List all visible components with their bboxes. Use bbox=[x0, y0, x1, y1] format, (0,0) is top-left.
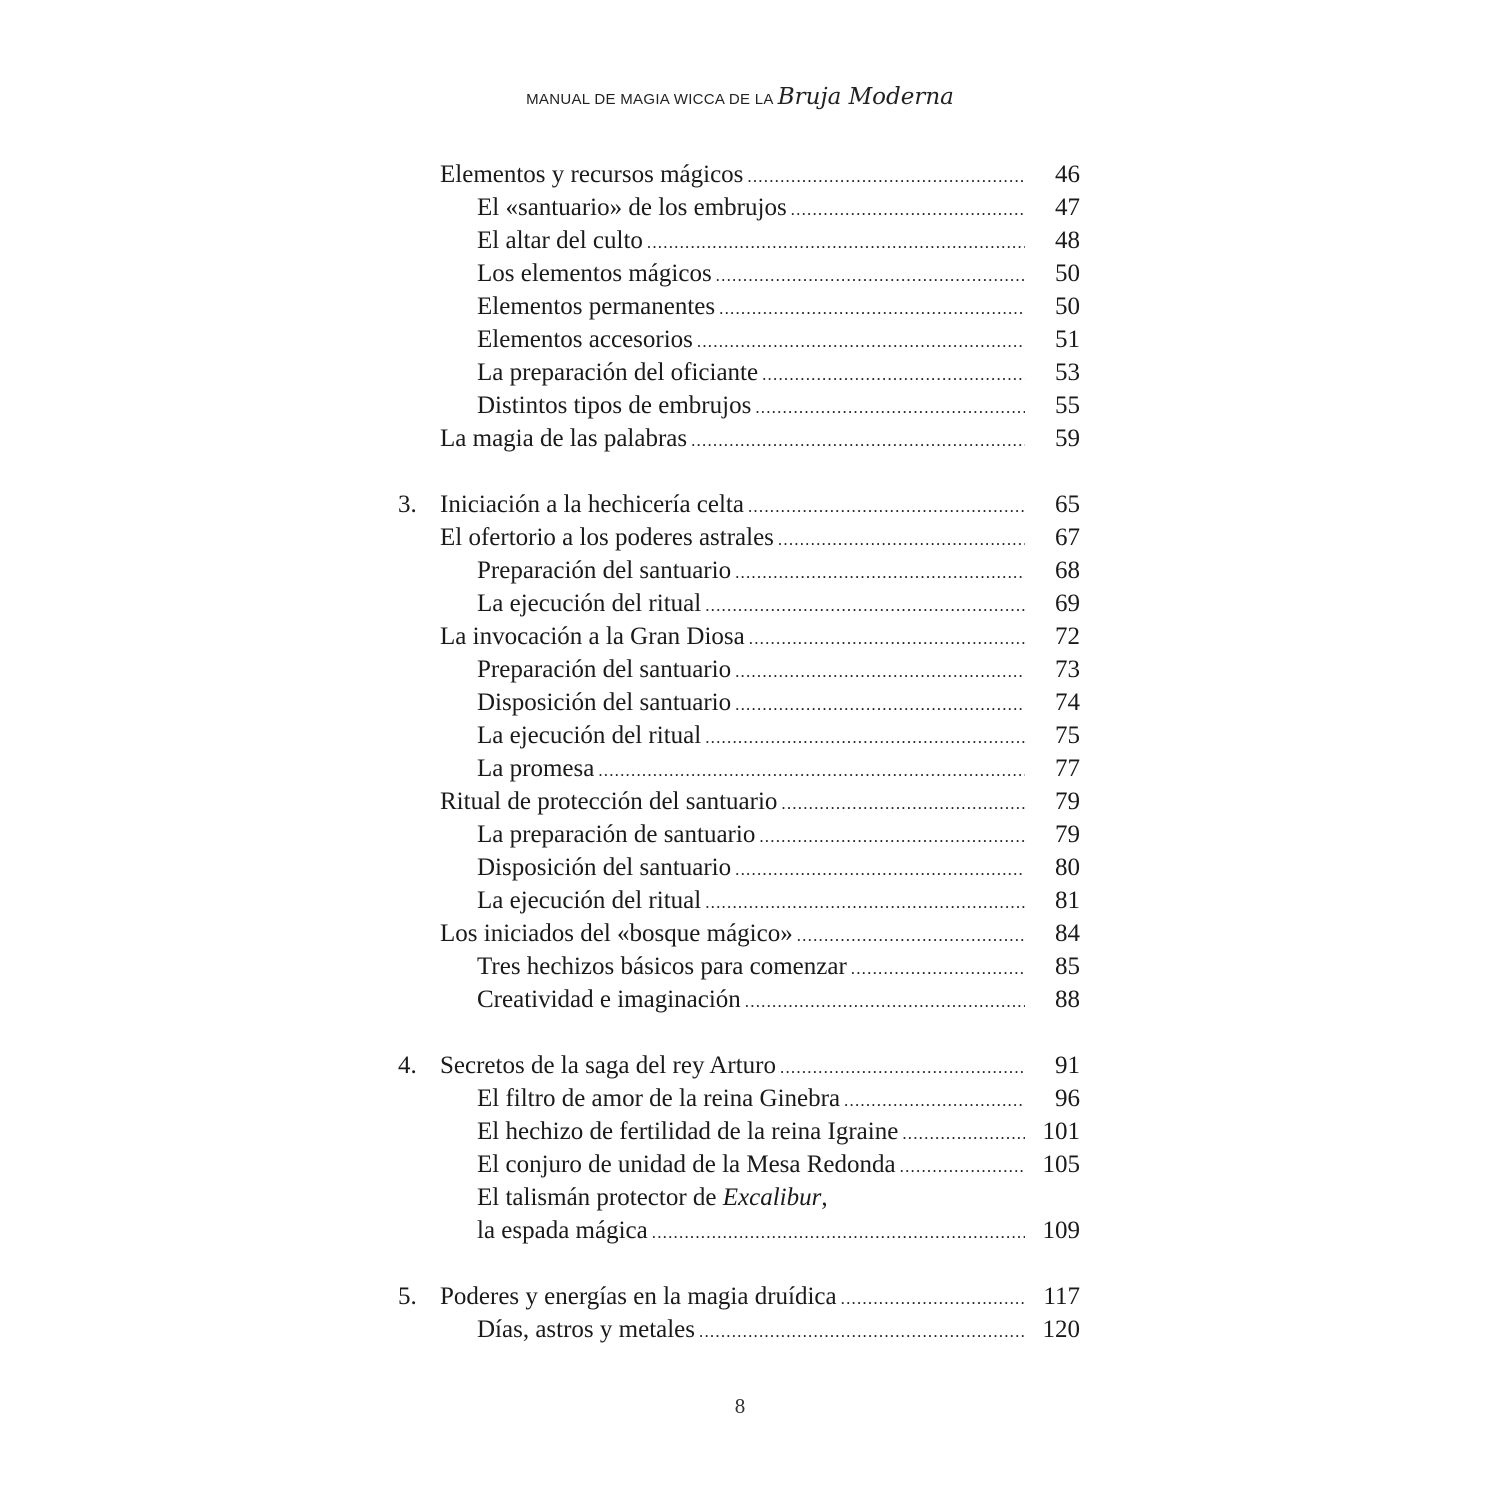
toc-entry-page: 80 bbox=[1055, 854, 1080, 881]
toc-entry bbox=[0, 950, 1500, 983]
dot-leader bbox=[747, 160, 1025, 193]
toc-chapter-5 bbox=[0, 1280, 1500, 1313]
toc-entry bbox=[0, 224, 1500, 257]
running-header bbox=[0, 84, 1480, 110]
talisman-italic-word: Excalibur bbox=[722, 1184, 822, 1211]
toc-entry-title: La ejecución del ritual bbox=[477, 722, 702, 749]
toc-entry-page: 53 bbox=[1055, 359, 1080, 386]
toc-entry-page: 55 bbox=[1055, 392, 1080, 419]
toc-entry bbox=[0, 521, 1500, 554]
toc-entry-title: Elementos permanentes bbox=[477, 293, 716, 320]
toc-entry-title: El hechizo de fertilidad de la reina Igraine bbox=[477, 1118, 899, 1145]
toc-entry-title: Disposición del santuario bbox=[477, 689, 732, 716]
toc-entry-page: 69 bbox=[1055, 590, 1080, 617]
dot-leader bbox=[844, 1084, 1025, 1117]
toc-entry-page: 81 bbox=[1055, 887, 1080, 914]
dot-leader bbox=[755, 391, 1025, 424]
dot-leader bbox=[705, 589, 1025, 622]
toc-entry bbox=[0, 158, 1500, 191]
toc-entry bbox=[0, 356, 1500, 389]
toc-chapter-3 bbox=[0, 488, 1500, 521]
chapter-page: 117 bbox=[1043, 1283, 1080, 1310]
toc-entry bbox=[0, 884, 1500, 917]
toc-entry-title: Los iniciados del «bosque mágico» bbox=[440, 920, 793, 947]
header-book-title: Bruja Moderna bbox=[777, 84, 954, 110]
toc-entry bbox=[0, 1115, 1500, 1148]
toc-entry-title: La preparación de santuario bbox=[477, 821, 756, 848]
dot-leader bbox=[705, 721, 1025, 754]
dot-leader bbox=[735, 556, 1025, 589]
dot-leader bbox=[791, 193, 1025, 226]
dot-leader bbox=[735, 853, 1025, 886]
toc-entry-page: 96 bbox=[1055, 1085, 1080, 1112]
toc-entry-title bbox=[477, 1181, 832, 1214]
toc-entry-title: El «santuario» de los embrujos bbox=[477, 194, 787, 221]
dot-leader bbox=[699, 1315, 1025, 1348]
toc-entry-title: Distintos tipos de embrujos bbox=[477, 392, 752, 419]
toc-entry-page: 79 bbox=[1055, 788, 1080, 815]
toc-entry-title: Creatividad e imaginación bbox=[477, 986, 741, 1013]
toc-entry bbox=[0, 653, 1500, 686]
toc-entry-page: 77 bbox=[1055, 755, 1080, 782]
dot-leader bbox=[900, 1150, 1025, 1183]
toc-entry-continued bbox=[0, 1181, 1500, 1214]
chapter-number: 5. bbox=[398, 1283, 417, 1310]
dot-leader bbox=[762, 358, 1025, 391]
dot-leader bbox=[598, 754, 1025, 787]
toc-entry-title: El altar del culto bbox=[477, 227, 643, 254]
chapter-title: Iniciación a la hechicería celta bbox=[440, 491, 744, 518]
chapter-number: 3. bbox=[398, 491, 417, 518]
toc-entry-page: 85 bbox=[1055, 953, 1080, 980]
toc-entry bbox=[0, 917, 1500, 950]
toc-entry bbox=[0, 752, 1500, 785]
toc-entry-page: 72 bbox=[1055, 623, 1080, 650]
dot-leader bbox=[735, 655, 1025, 688]
toc-entry bbox=[0, 422, 1500, 455]
chapter-number: 4. bbox=[398, 1052, 417, 1079]
toc-entry-page: 73 bbox=[1055, 656, 1080, 683]
dot-leader bbox=[705, 886, 1025, 919]
toc-entry-page: 68 bbox=[1055, 557, 1080, 584]
toc-entry bbox=[0, 587, 1500, 620]
toc-entry-title: Los elementos mágicos bbox=[477, 260, 712, 287]
toc-entry-page: 59 bbox=[1055, 425, 1080, 452]
dot-leader bbox=[780, 1051, 1025, 1084]
toc-entry-page: 101 bbox=[1042, 1118, 1080, 1145]
toc-entry-page: 105 bbox=[1042, 1151, 1080, 1178]
dot-leader bbox=[691, 424, 1025, 457]
toc-entry-title: Tres hechizos básicos para comenzar bbox=[477, 953, 847, 980]
toc-entry-title: Ritual de protección del santuario bbox=[440, 788, 778, 815]
toc-entry-title: La invocación a la Gran Diosa bbox=[440, 623, 745, 650]
toc-entry-title: La preparación del oficiante bbox=[477, 359, 759, 386]
toc-entry bbox=[0, 554, 1500, 587]
dot-leader bbox=[748, 490, 1025, 523]
talisman-prefix: El talismán protector de bbox=[477, 1184, 717, 1211]
toc-entry-title: El conjuro de unidad de la Mesa Redonda bbox=[477, 1151, 896, 1178]
toc-entry-title: Disposición del santuario bbox=[477, 854, 732, 881]
toc-entry bbox=[0, 191, 1500, 224]
toc-entry-title: La magia de las palabras bbox=[440, 425, 688, 452]
toc-entry bbox=[0, 686, 1500, 719]
toc-entry bbox=[0, 257, 1500, 290]
dot-leader bbox=[719, 292, 1025, 325]
dot-leader bbox=[797, 919, 1025, 952]
toc-entry-title: Preparación del santuario bbox=[477, 557, 732, 584]
chapter-page: 65 bbox=[1055, 491, 1080, 518]
toc-entry-page: 67 bbox=[1055, 524, 1080, 551]
toc-entry bbox=[0, 620, 1500, 653]
toc-entry-page: 46 bbox=[1055, 161, 1080, 188]
toc-entry bbox=[0, 323, 1500, 356]
toc-entry-page: 50 bbox=[1055, 260, 1080, 287]
toc-entry-page: 109 bbox=[1042, 1217, 1080, 1244]
toc-entry-page: 88 bbox=[1055, 986, 1080, 1013]
toc-entry-title: Días, astros y metales bbox=[477, 1316, 696, 1343]
dot-leader bbox=[652, 1216, 1025, 1249]
header-book-prefix: MANUAL DE MAGIA WICCA DE LA bbox=[526, 91, 774, 108]
toc-entry-title: El filtro de amor de la reina Ginebra bbox=[477, 1085, 841, 1112]
dot-leader bbox=[716, 259, 1025, 292]
toc-entry-title: La ejecución del ritual bbox=[477, 887, 702, 914]
dot-leader bbox=[745, 985, 1025, 1018]
page-number: 8 bbox=[734, 1394, 746, 1418]
dot-leader bbox=[902, 1117, 1025, 1150]
toc-entry-title: La ejecución del ritual bbox=[477, 590, 702, 617]
toc-entry bbox=[0, 1148, 1500, 1181]
toc-entry bbox=[0, 290, 1500, 323]
dot-leader bbox=[851, 952, 1025, 985]
dot-leader bbox=[781, 787, 1025, 820]
toc-entry bbox=[0, 983, 1500, 1016]
toc-entry-page: 79 bbox=[1055, 821, 1080, 848]
dot-leader bbox=[697, 325, 1025, 358]
table-of-contents bbox=[0, 158, 1500, 1346]
dot-leader bbox=[749, 622, 1025, 655]
toc-entry bbox=[0, 1313, 1500, 1346]
toc-entry-title: Elementos accesorios bbox=[477, 326, 693, 353]
dot-leader bbox=[647, 226, 1025, 259]
dot-leader bbox=[778, 523, 1025, 556]
toc-entry bbox=[0, 719, 1500, 752]
chapter-page: 91 bbox=[1055, 1052, 1080, 1079]
toc-entry-page: 50 bbox=[1055, 293, 1080, 320]
toc-entry-title: La promesa bbox=[477, 755, 595, 782]
toc-entry-page: 74 bbox=[1055, 689, 1080, 716]
toc-entry bbox=[0, 851, 1500, 884]
chapter-title: Secretos de la saga del rey Arturo bbox=[440, 1052, 776, 1079]
toc-entry bbox=[0, 818, 1500, 851]
toc-entry bbox=[0, 389, 1500, 422]
toc-entry-page: 75 bbox=[1055, 722, 1080, 749]
dot-leader bbox=[759, 820, 1025, 853]
toc-entry-title: Preparación del santuario bbox=[477, 656, 732, 683]
toc-entry-page: 120 bbox=[1042, 1316, 1080, 1343]
toc-entry bbox=[0, 1082, 1500, 1115]
toc-entry-title: la espada mágica bbox=[477, 1217, 648, 1244]
toc-entry-page: 51 bbox=[1055, 326, 1080, 353]
dot-leader bbox=[735, 688, 1025, 721]
toc-entry-page: 47 bbox=[1055, 194, 1080, 221]
toc-entry bbox=[0, 1214, 1500, 1247]
dot-leader bbox=[841, 1282, 1025, 1315]
chapter-title: Poderes y energías en la magia druídica bbox=[440, 1283, 837, 1310]
toc-entry-page: 84 bbox=[1055, 920, 1080, 947]
toc-entry-title: El ofertorio a los poderes astrales bbox=[440, 524, 774, 551]
toc-entry-title: Elementos y recursos mágicos bbox=[440, 161, 744, 188]
talisman-suffix: , bbox=[821, 1184, 828, 1211]
toc-chapter-4 bbox=[0, 1049, 1500, 1082]
toc-entry bbox=[0, 785, 1500, 818]
toc-entry-page: 48 bbox=[1055, 227, 1080, 254]
